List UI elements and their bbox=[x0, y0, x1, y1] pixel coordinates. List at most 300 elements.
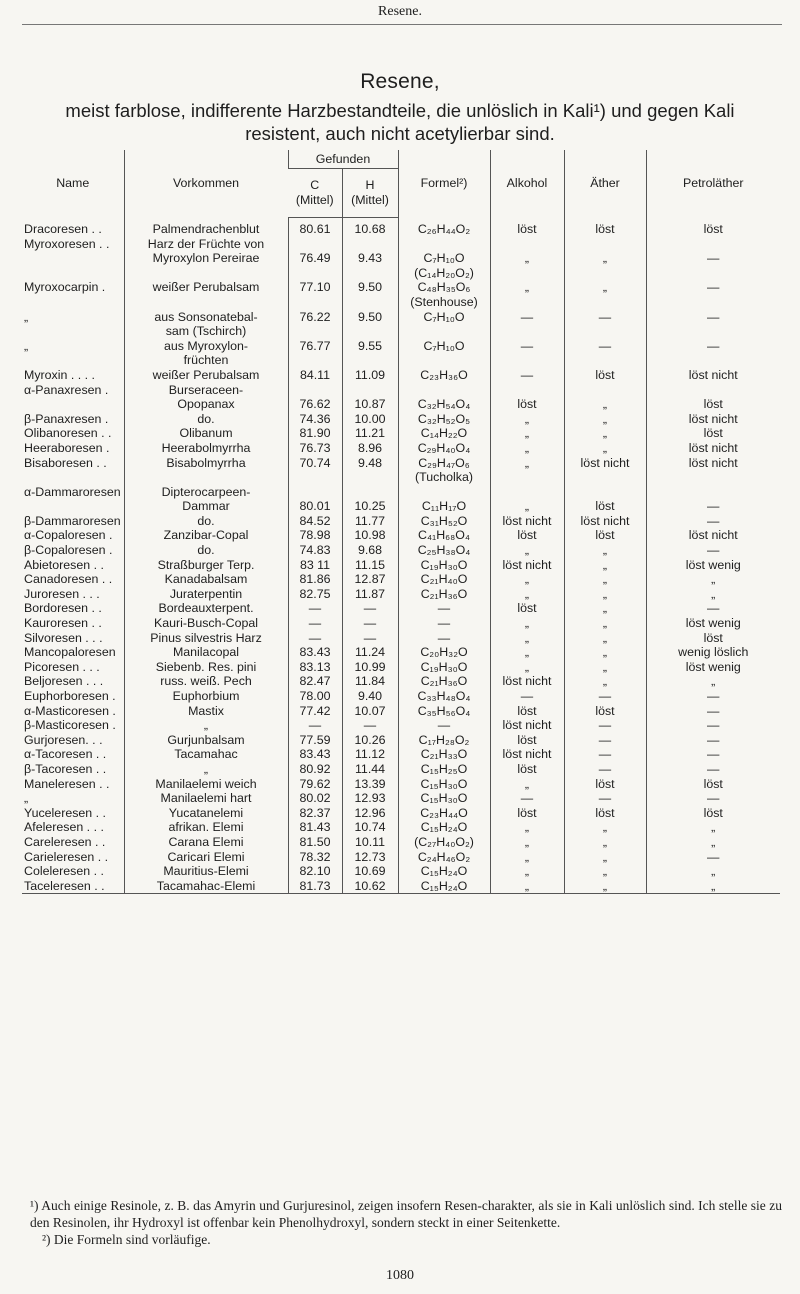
cell-h bbox=[342, 601, 398, 616]
cell-c-line: 82.75 bbox=[299, 586, 331, 601]
cell-petrolaether bbox=[646, 864, 780, 879]
cell-c-line: 83.13 bbox=[299, 659, 331, 674]
cell-name bbox=[22, 339, 124, 368]
cell-aether-line: löst bbox=[595, 528, 615, 543]
cell-name-line: Dracoresen . . bbox=[24, 221, 102, 236]
cell-petrolaether bbox=[646, 777, 780, 792]
cell-alkohol bbox=[490, 280, 564, 309]
table-row bbox=[22, 339, 780, 368]
cell-h-line: — bbox=[363, 630, 377, 645]
cell-petrolaether bbox=[646, 791, 780, 806]
cell-name bbox=[22, 616, 124, 631]
cell-h bbox=[342, 879, 398, 894]
cell-c bbox=[288, 543, 342, 558]
cell-alkohol-line: „ bbox=[524, 499, 530, 514]
cell-h-line: 12.93 bbox=[354, 791, 386, 806]
cell-petrolaether-line: — bbox=[707, 338, 720, 353]
cell-petrolaether-line: „ bbox=[711, 586, 716, 601]
cell-vorkommen-line: Gurjunbalsam bbox=[167, 732, 245, 747]
cell-aether bbox=[564, 806, 646, 821]
table-row bbox=[22, 218, 780, 237]
cell-formel bbox=[398, 733, 490, 748]
cell-vorkommen bbox=[124, 485, 288, 514]
cell-name-line: Maneleresen . . bbox=[24, 776, 110, 791]
cell-name-line: Mancopaloresen bbox=[24, 645, 116, 660]
footnote-2: ²) Die Formeln sind vorläufige. bbox=[42, 1232, 211, 1247]
cell-formel bbox=[398, 835, 490, 850]
cell-h bbox=[342, 718, 398, 733]
cell-c-line: 76.73 bbox=[299, 440, 331, 455]
table-row bbox=[22, 879, 780, 894]
cell-name-line: Taceleresen . . bbox=[24, 878, 105, 893]
cell-formel bbox=[398, 806, 490, 821]
cell-alkohol bbox=[490, 645, 564, 660]
cell-alkohol bbox=[490, 397, 564, 412]
cell-formel-line: C₃₅H₅₆O₄ bbox=[417, 703, 471, 718]
cell-h bbox=[342, 485, 398, 514]
cell-alkohol-line: „ bbox=[524, 411, 530, 426]
table-row bbox=[22, 426, 780, 441]
cell-formel bbox=[398, 777, 490, 792]
cell-c bbox=[288, 660, 342, 675]
cell-h bbox=[342, 806, 398, 821]
cell-petrolaether bbox=[646, 820, 780, 835]
cell-h bbox=[342, 835, 398, 850]
cell-alkohol-line: „ bbox=[524, 849, 530, 864]
cell-aether-line: — bbox=[598, 718, 612, 733]
cell-alkohol-line: „ bbox=[524, 251, 530, 266]
cell-name bbox=[22, 368, 124, 383]
cell-name-line: α-Panaxresen . bbox=[24, 382, 109, 397]
cell-name bbox=[22, 777, 124, 792]
cell-formel bbox=[398, 601, 490, 616]
cell-petrolaether bbox=[646, 368, 780, 383]
cell-name bbox=[22, 558, 124, 573]
cell-c-line: 78.00 bbox=[299, 689, 331, 703]
cell-h-line: 11.09 bbox=[354, 367, 386, 382]
running-head: Resene. bbox=[378, 4, 422, 19]
cell-aether-line: „ bbox=[602, 586, 608, 601]
cell-aether-line: „ bbox=[602, 878, 608, 893]
cell-formel-line: C₂₁H₃₆O bbox=[420, 674, 468, 689]
footnotes bbox=[30, 1197, 782, 1248]
cell-h bbox=[342, 850, 398, 865]
cell-alkohol-line: „ bbox=[524, 426, 530, 441]
cell-alkohol-line bbox=[493, 237, 562, 252]
cell-name bbox=[22, 572, 124, 587]
header-formel: Formel²) bbox=[398, 150, 490, 218]
header-h-label: H bbox=[365, 178, 375, 193]
cell-aether-line: „ bbox=[602, 251, 608, 266]
cell-name bbox=[22, 485, 124, 514]
footnote-1: ¹) Auch einige Resinole, z. B. das Amyrin und Gurjuresinol, zeigen insofern Resen-charakter, als sie in Kali unlöslich sind. Ich stelle sie zu den Resinolen, ihr Hydroxyl ist offenbar kein Phenolhydroxyl, sondern steckt in einer Seitenkette. bbox=[30, 1198, 782, 1230]
cell-petrolaether bbox=[646, 558, 780, 573]
cell-petrolaether bbox=[646, 704, 780, 719]
header-c-sub: (Mittel) bbox=[295, 193, 334, 207]
cell-name bbox=[22, 660, 124, 675]
cell-h-line: — bbox=[363, 718, 377, 733]
cell-h bbox=[342, 674, 398, 689]
cell-vorkommen bbox=[124, 218, 288, 237]
cell-formel-line: C₃₂H₅₂O₅ bbox=[417, 411, 471, 426]
cell-alkohol-line: — bbox=[520, 689, 534, 703]
cell-c-line: 80.02 bbox=[299, 791, 331, 806]
cell-vorkommen-line: Dipterocarpeen- bbox=[161, 484, 251, 499]
cell-alkohol bbox=[490, 704, 564, 719]
cell-c-line: 82.47 bbox=[299, 674, 331, 689]
header-aether: Äther bbox=[564, 150, 646, 218]
cell-h bbox=[342, 426, 398, 441]
cell-name-line: „ bbox=[24, 338, 29, 353]
cell-alkohol bbox=[490, 456, 564, 485]
cell-vorkommen-line: do. bbox=[197, 411, 215, 426]
cell-vorkommen bbox=[124, 456, 288, 485]
cell-vorkommen bbox=[124, 689, 288, 704]
cell-formel bbox=[398, 456, 490, 485]
table-row bbox=[22, 704, 780, 719]
cell-c-line: 80.92 bbox=[299, 761, 331, 776]
cell-petrolaether bbox=[646, 218, 780, 237]
cell-formel bbox=[398, 718, 490, 733]
cell-vorkommen-line: Kauri-Busch-Copal bbox=[154, 616, 258, 631]
cell-c bbox=[288, 218, 342, 237]
header-vorkommen: Vorkommen bbox=[124, 150, 288, 218]
cell-vorkommen bbox=[124, 601, 288, 616]
cell-vorkommen bbox=[124, 616, 288, 631]
cell-aether-line: löst bbox=[595, 221, 615, 236]
cell-c-line: 79.62 bbox=[299, 776, 331, 791]
cell-h bbox=[342, 514, 398, 529]
cell-name bbox=[22, 864, 124, 879]
header-c-label: C bbox=[310, 178, 320, 193]
cell-name-line: Carieleresen . . bbox=[24, 849, 109, 864]
cell-formel-line: C₂₅H₃₈O₄ bbox=[417, 543, 471, 558]
cell-petrolaether-line: „ bbox=[711, 834, 716, 849]
cell-vorkommen bbox=[124, 412, 288, 427]
cell-vorkommen bbox=[124, 339, 288, 368]
cell-vorkommen-line: Manilacopal bbox=[172, 645, 240, 660]
cell-alkohol-line: löst nicht bbox=[502, 557, 552, 572]
cell-vorkommen bbox=[124, 645, 288, 660]
cell-formel-line: C₂₄H₄₆O₂ bbox=[417, 849, 471, 864]
cell-petrolaether-line bbox=[649, 383, 779, 398]
cell-petrolaether-line: löst bbox=[703, 805, 723, 820]
cell-aether bbox=[564, 777, 646, 792]
cell-name-line: Kauroresen . . bbox=[24, 616, 102, 631]
table-row bbox=[22, 645, 780, 660]
cell-aether-line: löst bbox=[595, 805, 615, 820]
cell-petrolaether bbox=[646, 762, 780, 777]
cell-c bbox=[288, 777, 342, 792]
cell-alkohol bbox=[490, 806, 564, 821]
cell-aether-line: „ bbox=[602, 630, 608, 645]
cell-vorkommen bbox=[124, 791, 288, 806]
cell-petrolaether bbox=[646, 601, 780, 616]
cell-alkohol bbox=[490, 383, 564, 398]
cell-formel-line: C₇H₁₀O bbox=[423, 338, 465, 353]
cell-formel bbox=[398, 339, 490, 368]
cell-alkohol-line: „ bbox=[524, 864, 530, 879]
cell-name-line: Abietoresen . . bbox=[24, 557, 104, 572]
cell-h-line: 11.15 bbox=[354, 557, 386, 572]
cell-petrolaether bbox=[646, 485, 780, 514]
cell-petrolaether bbox=[646, 660, 780, 675]
cell-h-line: 13.39 bbox=[354, 776, 386, 791]
table-row bbox=[22, 850, 780, 865]
table-row bbox=[22, 747, 780, 762]
cell-aether bbox=[564, 397, 646, 412]
cell-petrolaether bbox=[646, 237, 780, 281]
cell-h-line: 9.55 bbox=[357, 338, 383, 353]
cell-vorkommen bbox=[124, 879, 288, 894]
cell-aether bbox=[564, 368, 646, 383]
cell-alkohol bbox=[490, 441, 564, 456]
cell-alkohol-line: „ bbox=[524, 440, 530, 455]
cell-name bbox=[22, 587, 124, 602]
cell-formel-line: C₁₅H₂₅O bbox=[420, 761, 468, 776]
cell-vorkommen bbox=[124, 558, 288, 573]
cell-formel bbox=[398, 310, 490, 339]
cell-name-line: Silvoresen . . . bbox=[24, 630, 103, 645]
cell-vorkommen-line: Yucatanelemi bbox=[168, 805, 244, 820]
cell-c-line: 81.86 bbox=[299, 572, 331, 587]
cell-vorkommen bbox=[124, 864, 288, 879]
cell-h-line bbox=[345, 237, 396, 252]
cell-alkohol bbox=[490, 485, 564, 514]
cell-c-line: 84.52 bbox=[299, 513, 331, 528]
cell-formel-line: C₁₅H₃₀O bbox=[420, 791, 468, 806]
cell-aether bbox=[564, 864, 646, 879]
cell-h bbox=[342, 280, 398, 309]
cell-name bbox=[22, 514, 124, 529]
cell-aether bbox=[564, 601, 646, 616]
cell-vorkommen-line: russ. weiß. Pech bbox=[160, 674, 252, 689]
cell-name-line: Heeraboresen . bbox=[24, 440, 110, 455]
cell-name-line: Gurjoresen. . . bbox=[24, 732, 103, 747]
cell-h-line: 11.44 bbox=[354, 761, 386, 776]
cell-name bbox=[22, 412, 124, 427]
cell-name bbox=[22, 441, 124, 456]
cell-c-line: 83.43 bbox=[299, 645, 331, 660]
cell-petrolaether bbox=[646, 514, 780, 529]
cell-alkohol-line: löst nicht bbox=[502, 513, 552, 528]
cell-petrolaether-line: löst nicht bbox=[688, 440, 738, 455]
cell-petrolaether-line: „ bbox=[711, 572, 716, 587]
cell-h-line: 11.87 bbox=[354, 586, 386, 601]
cell-alkohol bbox=[490, 791, 564, 806]
cell-formel-line: C₁₅H₂₄O bbox=[420, 864, 468, 879]
cell-vorkommen-line: Olibanum bbox=[179, 426, 233, 441]
cell-vorkommen-line: Straßburger Terp. bbox=[157, 557, 255, 572]
cell-aether-line: — bbox=[598, 309, 612, 324]
cell-c-line: 80.61 bbox=[299, 222, 331, 236]
cell-formel-line: C₁₇H₂₈O₂ bbox=[418, 732, 470, 747]
cell-vorkommen-line: Burseraceen- bbox=[168, 382, 244, 397]
cell-name-line bbox=[24, 397, 122, 412]
cell-vorkommen-line: Bisabolmyrrha bbox=[166, 455, 246, 470]
cell-h-line: 8.96 bbox=[357, 440, 383, 455]
cell-c bbox=[288, 747, 342, 762]
cell-petrolaether bbox=[646, 426, 780, 441]
cell-c bbox=[288, 368, 342, 383]
cell-name-line: Canadoresen . . bbox=[24, 572, 113, 587]
cell-formel-line: C₁₅H₂₄O bbox=[420, 820, 468, 835]
cell-h bbox=[342, 762, 398, 777]
cell-name bbox=[22, 237, 124, 281]
cell-formel-line: (C₁₄H₂₀O₂) bbox=[414, 265, 474, 280]
cell-c bbox=[288, 383, 342, 398]
cell-aether bbox=[564, 528, 646, 543]
table-row bbox=[22, 616, 780, 631]
cell-alkohol-line: löst bbox=[517, 528, 537, 543]
cell-petrolaether-line: löst wenig bbox=[685, 659, 741, 674]
cell-formel-line: C₂₉H₄₀O₄ bbox=[417, 440, 471, 455]
cell-h bbox=[342, 704, 398, 719]
cell-name-line: Picoresen . . . bbox=[24, 659, 100, 674]
cell-name-line: β-Copaloresen . bbox=[24, 543, 113, 558]
cell-aether bbox=[564, 412, 646, 427]
cell-c bbox=[288, 631, 342, 646]
cell-aether bbox=[564, 645, 646, 660]
cell-vorkommen bbox=[124, 718, 288, 733]
table-row bbox=[22, 368, 780, 383]
cell-vorkommen bbox=[124, 528, 288, 543]
cell-c-line: — bbox=[308, 718, 322, 733]
cell-formel-line: C₂₆H₄₄O₂ bbox=[417, 221, 471, 236]
cell-c bbox=[288, 616, 342, 631]
cell-formel bbox=[398, 791, 490, 806]
cell-c-line: — bbox=[308, 616, 322, 631]
table-row bbox=[22, 587, 780, 602]
cell-h bbox=[342, 543, 398, 558]
cell-alkohol-line: „ bbox=[524, 280, 530, 295]
cell-petrolaether-line: „ bbox=[711, 864, 716, 879]
cell-vorkommen-line: weißer Perubalsam bbox=[152, 280, 260, 295]
cell-aether bbox=[564, 704, 646, 719]
cell-aether-line: — bbox=[598, 747, 612, 762]
cell-formel-line: C₇H₁₀O bbox=[423, 309, 465, 324]
cell-name bbox=[22, 820, 124, 835]
cell-vorkommen-line: Tacamahac bbox=[174, 747, 238, 762]
cell-alkohol bbox=[490, 558, 564, 573]
cell-c-line bbox=[291, 485, 340, 500]
cell-h-line: 9.43 bbox=[357, 251, 383, 266]
cell-h-line: 10.26 bbox=[354, 732, 386, 747]
cell-formel bbox=[398, 237, 490, 281]
cell-c-line: 82.37 bbox=[299, 805, 331, 820]
cell-aether-line: „ bbox=[602, 557, 608, 572]
cell-aether bbox=[564, 733, 646, 748]
cell-aether bbox=[564, 514, 646, 529]
table-row bbox=[22, 835, 780, 850]
cell-formel-line: C₃₃H₄₈O₄ bbox=[417, 689, 471, 703]
cell-h-line: — bbox=[363, 616, 377, 631]
cell-vorkommen-line: Zanzibar-Copal bbox=[163, 528, 249, 543]
cell-aether bbox=[564, 689, 646, 704]
cell-alkohol bbox=[490, 762, 564, 777]
cell-petrolaether-line: löst nicht bbox=[688, 455, 738, 470]
table-row bbox=[22, 601, 780, 616]
cell-aether-line: „ bbox=[602, 397, 608, 412]
cell-petrolaether-line: — bbox=[707, 761, 720, 776]
cell-petrolaether-line: löst nicht bbox=[688, 528, 738, 543]
cell-formel-line: — bbox=[437, 601, 451, 616]
cell-petrolaether-line: — bbox=[707, 280, 720, 295]
cell-alkohol-line: löst bbox=[517, 221, 537, 236]
cell-aether-line: „ bbox=[602, 543, 608, 558]
cell-vorkommen-line: Tacamahac-Elemi bbox=[156, 878, 256, 893]
cell-c bbox=[288, 762, 342, 777]
cell-name bbox=[22, 543, 124, 558]
cell-petrolaether-line: — bbox=[707, 513, 720, 528]
cell-aether-line: löst bbox=[595, 776, 615, 791]
cell-aether bbox=[564, 850, 646, 865]
cell-c bbox=[288, 850, 342, 865]
cell-aether-line: löst bbox=[595, 703, 615, 718]
cell-name-line: Myroxocarpin . bbox=[24, 280, 106, 295]
cell-c-line: 83 11 bbox=[299, 557, 331, 572]
cell-name-line: α-Dammaroresen bbox=[24, 484, 121, 499]
cell-vorkommen-line: Manilaelemi weich bbox=[155, 776, 257, 791]
cell-name-line: α-Copaloresen . bbox=[24, 528, 113, 543]
cell-petrolaether bbox=[646, 616, 780, 631]
cell-h bbox=[342, 218, 398, 237]
cell-vorkommen bbox=[124, 631, 288, 646]
cell-vorkommen-line: Siebenb. Res. pini bbox=[155, 659, 257, 674]
cell-c bbox=[288, 237, 342, 281]
cell-alkohol-line: — bbox=[520, 338, 534, 353]
cell-formel-line: C₃₂H₅₄O₄ bbox=[417, 397, 471, 412]
cell-name bbox=[22, 689, 124, 704]
cell-petrolaether-line: „ bbox=[711, 674, 716, 689]
cell-formel-line: C₇H₁₀O bbox=[423, 251, 465, 266]
cell-alkohol bbox=[490, 572, 564, 587]
cell-alkohol bbox=[490, 412, 564, 427]
cell-alkohol bbox=[490, 339, 564, 368]
cell-h-line: 9.50 bbox=[357, 309, 383, 324]
cell-formel-line: C₁₄H₂₂O bbox=[420, 426, 468, 441]
cell-alkohol-line: „ bbox=[524, 820, 530, 835]
cell-c bbox=[288, 820, 342, 835]
cell-petrolaether bbox=[646, 879, 780, 894]
cell-h-line: — bbox=[363, 601, 377, 616]
cell-name bbox=[22, 218, 124, 237]
cell-alkohol bbox=[490, 587, 564, 602]
cell-petrolaether-line: — bbox=[707, 251, 720, 266]
cell-h bbox=[342, 587, 398, 602]
cell-name-line: Beljoresen . . . bbox=[24, 674, 104, 689]
cell-c-line: — bbox=[308, 630, 322, 645]
cell-formel-line: C₂₀H₃₂O bbox=[420, 645, 468, 660]
cell-alkohol bbox=[490, 426, 564, 441]
table-row bbox=[22, 806, 780, 821]
cell-c bbox=[288, 879, 342, 894]
table-row bbox=[22, 718, 780, 733]
table-row bbox=[22, 485, 780, 514]
cell-petrolaether bbox=[646, 733, 780, 748]
cell-formel-line: C₂₁H₃₆O bbox=[420, 586, 468, 601]
cell-h-line: 10.99 bbox=[354, 659, 386, 674]
cell-formel-line: C₁₅H₂₄O bbox=[420, 878, 468, 893]
cell-vorkommen bbox=[124, 820, 288, 835]
cell-vorkommen bbox=[124, 777, 288, 792]
cell-h-line: 12.87 bbox=[354, 572, 386, 587]
cell-aether-line: „ bbox=[602, 849, 608, 864]
cell-vorkommen bbox=[124, 835, 288, 850]
cell-petrolaether bbox=[646, 747, 780, 762]
cell-c bbox=[288, 733, 342, 748]
cell-petrolaether bbox=[646, 689, 780, 704]
